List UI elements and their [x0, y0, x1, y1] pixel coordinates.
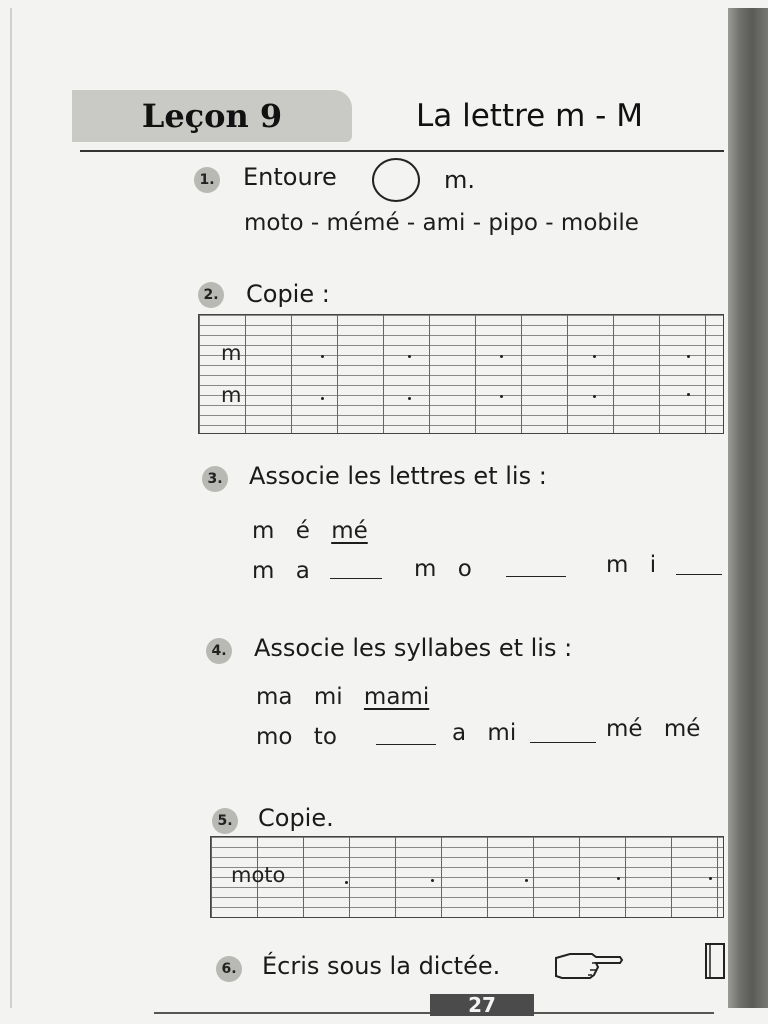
- copy-grid-1[interactable]: [198, 314, 724, 434]
- pair-1-letter-1: m: [252, 558, 275, 584]
- guide-dot: [709, 877, 712, 880]
- pair-1-syllable-2: to: [313, 724, 337, 750]
- example-syllable-1: ma: [256, 684, 293, 710]
- copy-grid-2-model: moto: [231, 863, 286, 887]
- pair-2-letter-1: m: [414, 556, 437, 582]
- exercise-4-pair-2: [452, 720, 516, 746]
- copy-grid-1-model-row1: m: [221, 341, 242, 365]
- answer-blank-4[interactable]: [376, 744, 436, 745]
- book-spine-shadow: [728, 8, 768, 1008]
- example-letter-2: é: [295, 518, 310, 544]
- exercise-3-pair-2: [414, 556, 472, 582]
- lesson-title: La lettre m - M: [416, 98, 643, 134]
- example-syllable-2: mi: [313, 684, 343, 710]
- guide-dot: [408, 355, 411, 358]
- copy-grid-1-model-row2: m: [221, 383, 242, 407]
- answer-blank-5[interactable]: [530, 742, 596, 743]
- exercise-6-instruction: Écris sous la dictée.: [262, 952, 501, 980]
- exercise-5-number: 5.: [212, 808, 238, 834]
- page-edge: [10, 8, 12, 1008]
- exercise-5-instruction: Copie.: [258, 804, 334, 832]
- exercise-4-instruction: Associe les syllabes et lis :: [254, 634, 573, 662]
- pair-3-letter-2: i: [649, 552, 657, 578]
- pair-1-syllable-1: mo: [256, 724, 293, 750]
- example-letter-1: m: [252, 518, 275, 544]
- pair-1-letter-2: a: [295, 558, 310, 584]
- lesson-badge: [72, 90, 352, 142]
- guide-dot: [617, 877, 620, 880]
- answer-blank-2[interactable]: [506, 576, 566, 577]
- copy-grid-2[interactable]: [210, 836, 724, 918]
- exercise-1-words: moto - mémé - ami - pipo - mobile: [244, 210, 639, 236]
- exercise-4-number: 4.: [206, 638, 232, 664]
- pair-2-letter-2: o: [457, 556, 472, 582]
- guide-dot: [500, 355, 503, 358]
- guide-dot: [593, 395, 596, 398]
- guide-dot: [525, 879, 528, 882]
- pair-2-syllable-1: a: [452, 720, 467, 746]
- guide-dot: [408, 397, 411, 400]
- answer-blank-3[interactable]: [676, 574, 722, 575]
- exercise-3-pair-1: [252, 558, 310, 584]
- exercise-1-instruction-end: m.: [444, 166, 476, 194]
- exercise-1-number: 1.: [194, 167, 220, 193]
- exercise-6-number: 6.: [216, 956, 242, 982]
- exercise-3-pair-3: [606, 552, 656, 578]
- exercise-4-example: [256, 684, 429, 710]
- pair-3-syllable-1: mé: [606, 716, 643, 742]
- guide-dot: [687, 393, 690, 396]
- lesson-label: Leçon 9: [141, 97, 283, 135]
- exercise-4-pair-1: [256, 724, 337, 750]
- guide-dot: [321, 355, 324, 358]
- guide-dot: [500, 395, 503, 398]
- guide-dot: [687, 355, 690, 358]
- guide-dot: [345, 881, 348, 884]
- guide-dot: [321, 397, 324, 400]
- exercise-3-instruction: Associe les lettres et lis :: [249, 462, 547, 490]
- pair-2-syllable-2: mi: [487, 720, 517, 746]
- page-number: 27: [430, 994, 534, 1016]
- guide-dot: [593, 355, 596, 358]
- pointing-hand-icon: [552, 948, 624, 982]
- guide-dot: [431, 879, 434, 882]
- exercise-3-number: 3.: [202, 466, 228, 492]
- title-rule: [80, 150, 724, 152]
- answer-blank-1[interactable]: [330, 578, 382, 579]
- example-word: mami: [363, 684, 430, 710]
- book-icon: [704, 942, 726, 982]
- exercise-2-number: 2.: [198, 282, 224, 308]
- exercise-2-instruction: Copie :: [246, 280, 330, 308]
- exercise-1-instruction: Entoure: [243, 163, 337, 191]
- pair-3-letter-1: m: [606, 552, 629, 578]
- exercise-3-example: [252, 518, 368, 544]
- exercise-4-pair-3: [606, 716, 700, 742]
- circle-icon: [372, 158, 420, 202]
- pair-3-syllable-2: mé: [663, 716, 701, 742]
- example-result: mé: [331, 518, 368, 544]
